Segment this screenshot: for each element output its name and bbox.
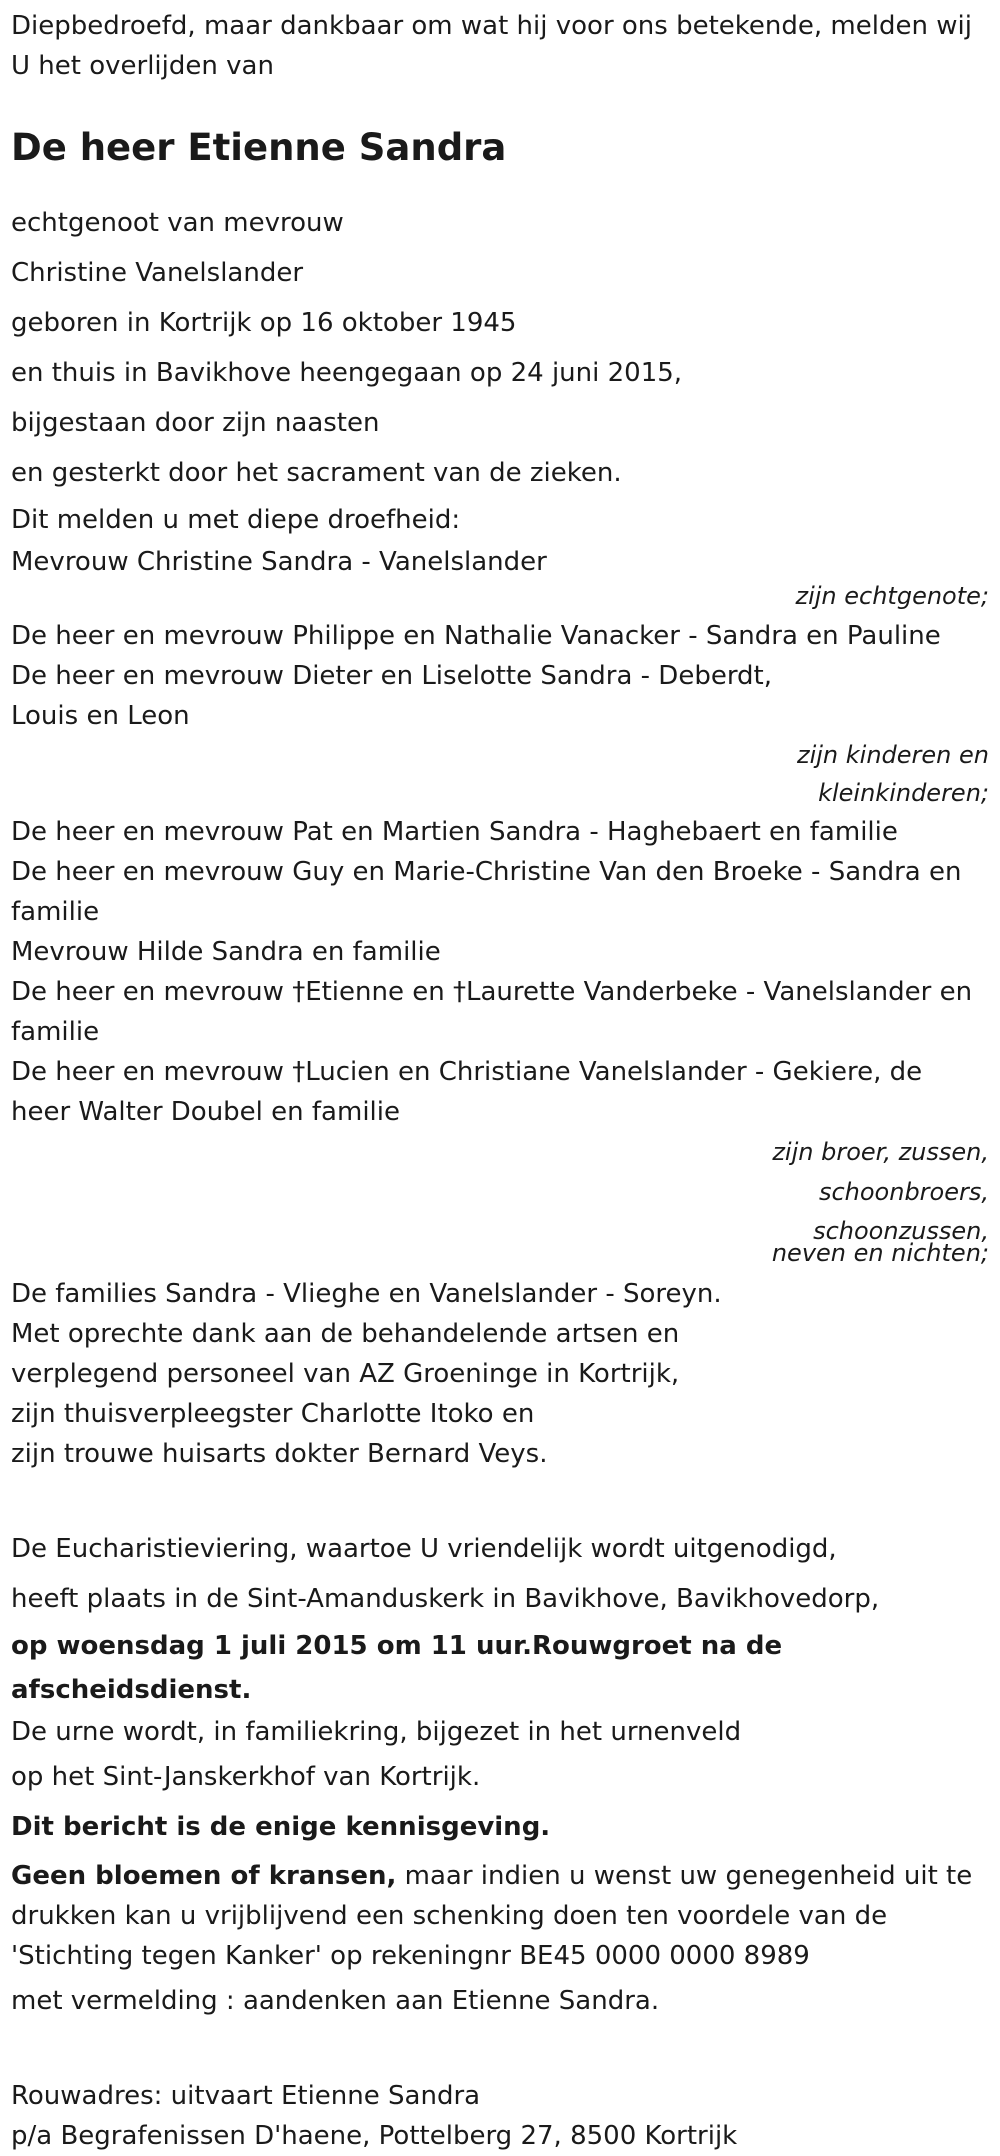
mention-line: met vermelding : aandenken aan Etienne Sandra. xyxy=(11,1986,660,2016)
sibling-line: De heer en mevrouw †Lucien en Christiane Vanelslander - Gekiere, de heer Walter Doubel en familie xyxy=(11,1057,923,1127)
siblings-role: schoonbroers, xyxy=(818,1178,989,1206)
service-date: op woensdag 1 juli 2015 om 11 uur.Rouwgroet na de afscheidsdienst. xyxy=(11,1631,783,1705)
service-line: De Eucharistieviering, waartoe U vriendelijk wordt uitgenodigd, xyxy=(11,1534,837,1564)
thanks-line: Met oprechte dank aan de behandelende artsen en xyxy=(11,1319,680,1349)
detail-line: bijgestaan door zijn naasten xyxy=(11,408,380,438)
flowers-paragraph xyxy=(11,1856,989,1976)
child-line: De heer en mevrouw Philippe en Nathalie Vanacker - Sandra en Pauline xyxy=(11,621,941,651)
detail-line: echtgenoot van mevrouw xyxy=(11,208,344,238)
deceased-name: De heer Etienne Sandra xyxy=(11,126,507,169)
sibling-line: De heer en mevrouw Pat en Martien Sandra - Haghebaert en familie xyxy=(11,817,898,847)
child-line: De heer en mevrouw Dieter en Liselotte Sandra - Deberdt, xyxy=(11,661,773,691)
sibling-line: Mevrouw Hilde Sandra en familie xyxy=(11,937,441,967)
flowers-text: maar indien u wenst uw genegenheid uit te drukken kan u vrijblijvend een schenking doen ten voordele van de 'Stichting tegen Kanker' op rekeningnr BE45 0000 0000 8989 xyxy=(11,1861,973,1971)
service-line: heeft plaats in de Sint-Amanduskerk in Bavikhove, Bavikhovedorp, xyxy=(11,1584,880,1614)
urn-line: op het Sint-Janskerkhof van Kortrijk. xyxy=(11,1762,481,1792)
thanks-line: zijn thuisverpleegster Charlotte Itoko en xyxy=(11,1399,535,1429)
intro-text: Diepbedroefd, maar dankbaar om wat hij voor ons betekende, melden wij U het overlijden van xyxy=(11,11,972,81)
address-line: Rouwadres: uitvaart Etienne Sandra xyxy=(11,2081,481,2111)
siblings-role: zijn broer, zussen, xyxy=(772,1138,989,1166)
detail-line: geboren in Kortrijk op 16 oktober 1945 xyxy=(11,308,517,338)
sibling-line: De heer en mevrouw Guy en Marie-Christine Van den Broeke - Sandra en familie xyxy=(11,857,962,927)
children-role: kleinkinderen; xyxy=(818,779,989,807)
detail-line: Dit melden u met diepe droefheid: xyxy=(11,505,461,535)
sibling-line: De heer en mevrouw †Etienne en †Laurette Vanderbeke - Vanelslander en familie xyxy=(11,977,973,1047)
flowers-bold: Geen bloemen of kransen, xyxy=(11,1861,397,1891)
spouse-name: Mevrouw Christine Sandra - Vanelslander xyxy=(11,547,547,577)
detail-line: en thuis in Bavikhove heengegaan op 24 juni 2015, xyxy=(11,358,683,388)
families-line: De families Sandra - Vlieghe en Vanelslander - Soreyn. xyxy=(11,1279,722,1309)
urn-line: De urne wordt, in familiekring, bijgezet in het urnenveld xyxy=(11,1717,742,1747)
siblings-role: schoonzussen, xyxy=(813,1217,989,1245)
notice-line: Dit bericht is de enige kennisgeving. xyxy=(11,1812,551,1842)
children-role: zijn kinderen en xyxy=(797,741,989,769)
detail-line: en gesterkt door het sacrament van de zieken. xyxy=(11,458,622,488)
address-line: p/a Begrafenissen D'haene, Pottelberg 27, 8500 Kortrijk xyxy=(11,2121,738,2151)
spouse-role: zijn echtgenote; xyxy=(795,582,989,610)
child-line: Louis en Leon xyxy=(11,701,190,731)
thanks-line: zijn trouwe huisarts dokter Bernard Veys. xyxy=(11,1439,548,1469)
siblings-role: neven en nichten; xyxy=(771,1239,989,1267)
thanks-line: verplegend personeel van AZ Groeninge in Kortrijk, xyxy=(11,1359,680,1389)
detail-line: Christine Vanelslander xyxy=(11,258,304,288)
